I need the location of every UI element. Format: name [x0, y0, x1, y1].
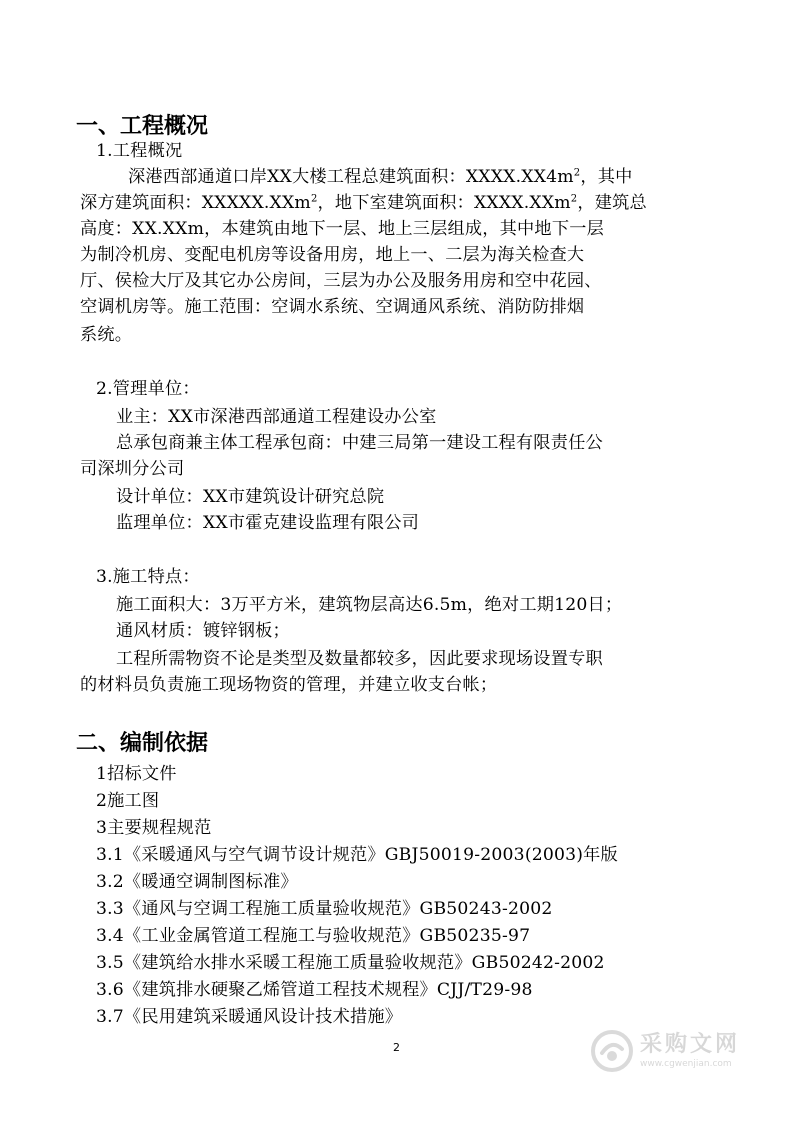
paragraph-line — [128, 164, 633, 190]
paragraph-line: 通风材质：镀锌钢板； — [116, 621, 290, 641]
list-item: 3.7《民用建筑采暖通风设计技术措施》 — [96, 1007, 403, 1027]
watermark-name: 采购文网 — [640, 1032, 741, 1057]
page-number: 2 — [393, 1041, 400, 1054]
text-run: ，地下室建筑面积：XXXX.XXm — [317, 193, 571, 213]
paragraph-line: 系统。 — [80, 325, 133, 345]
section-1-2-heading: 2.管理单位： — [96, 379, 200, 399]
list-item: 3.5《建筑给水排水采暖工程施工质量验收规范》GB50242-2002 — [96, 953, 605, 973]
text-run: ，建筑总 — [577, 193, 647, 213]
watermark-logo-icon — [590, 1029, 634, 1073]
superscript: 2 — [573, 167, 581, 179]
paragraph-line: 司深圳分公司 — [80, 459, 185, 479]
paragraph-line: 监理单位：XX市霍克建设监理有限公司 — [116, 513, 420, 533]
paragraph-line: 厅、侯检大厅及其它办公房间，三层为办公及服务用房和空中花园、 — [80, 271, 602, 291]
section-1-1-heading: 1.工程概况 — [96, 141, 183, 161]
section-2-title: 二、编制依据 — [76, 731, 209, 756]
text-run: 深港西部通道口岸XX大楼工程总建筑面积：XXXX.XX4m — [128, 167, 574, 187]
paragraph-line: 业主：XX市深港西部通道工程建设办公室 — [116, 407, 437, 427]
list-item: 3.6《建筑排水硬聚乙烯管道工程技术规程》CJJ/T29-98 — [96, 980, 533, 1000]
list-item: 1招标文件 — [96, 764, 177, 784]
watermark — [590, 1026, 780, 1076]
list-item: 3.1《采暖通风与空气调节设计规范》GBJ50019-2003(2003)年版 — [96, 845, 618, 865]
paragraph-line: 的材料员负责施工现场物资的管理，并建立收支台帐； — [80, 675, 498, 695]
section-1-3-heading: 3.施工特点： — [96, 567, 200, 587]
superscript: 2 — [310, 193, 318, 205]
list-item: 3.4《工业金属管道工程施工与验收规范》GB50235-97 — [96, 926, 531, 946]
list-item: 3.2《暖通空调制图标准》 — [96, 872, 298, 892]
list-item: 3.3《通风与空调工程施工质量验收规范》GB50243-2002 — [96, 899, 553, 919]
watermark-url: www.cgwenjian.com — [640, 1059, 732, 1069]
paragraph-line: 总承包商兼主体工程承包商：中建三局第一建设工程有限责任公 — [116, 433, 603, 453]
paragraph-line: 为制冷机房、变配电机房等设备用房，地上一、二层为海关检查大 — [80, 245, 585, 265]
text-run: 深方建筑面积：XXXXX.XXm — [80, 193, 311, 213]
paragraph-line: 高度：XX.XXm，本建筑由地下一层、地上三层组成，其中地下一层 — [80, 219, 604, 239]
text-run: ，其中 — [580, 167, 633, 187]
paragraph-line: 设计单位：XX市建筑设计研究总院 — [116, 487, 385, 507]
superscript: 2 — [570, 193, 578, 205]
section-1-title: 一、工程概况 — [76, 114, 209, 139]
paragraph-line — [80, 190, 647, 216]
list-item: 2施工图 — [96, 791, 160, 811]
watermark-text — [640, 1032, 740, 1070]
paragraph-line: 施工面积大：3万平方米，建筑物层高达6.5m，绝对工期120日； — [116, 595, 623, 615]
paragraph-line: 工程所需物资不论是类型及数量都较多，因此要求现场设置专职 — [116, 649, 603, 669]
paragraph-line: 空调机房等。施工范围：空调水系统、空调通风系统、消防防排烟 — [80, 297, 585, 317]
list-item: 3主要规程规范 — [96, 818, 212, 838]
